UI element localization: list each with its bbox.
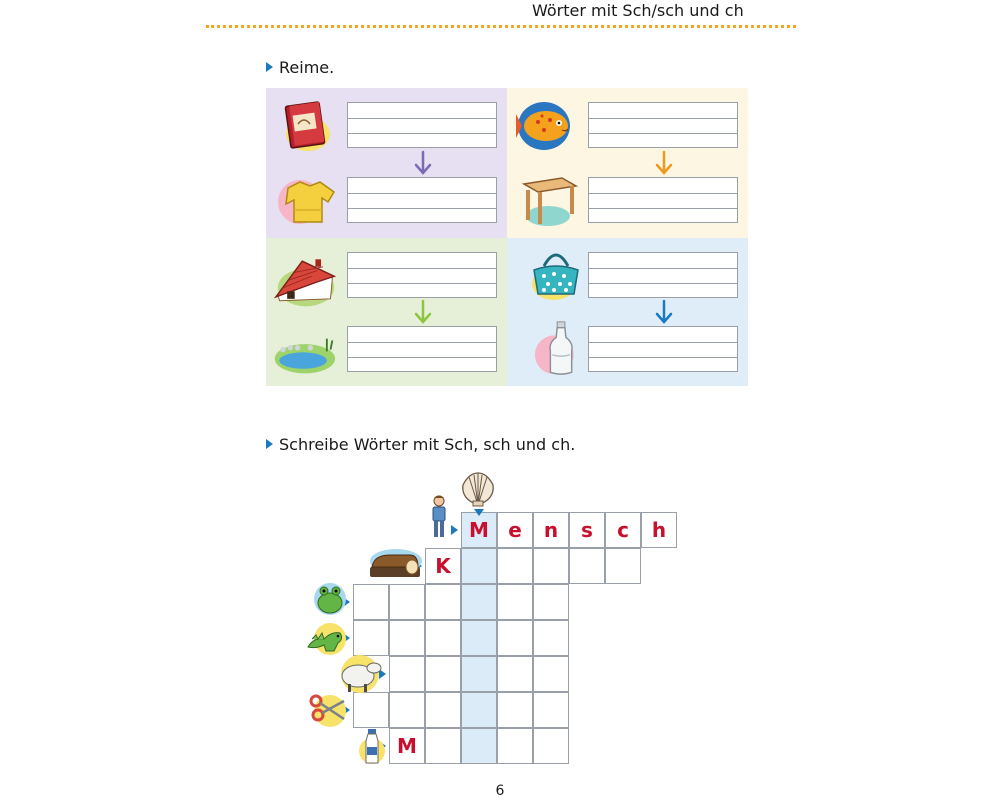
writing-lines-book[interactable]	[347, 102, 497, 148]
crossword-cell[interactable]: h	[641, 512, 677, 548]
crossword-cell[interactable]	[533, 584, 569, 620]
bag-icon	[524, 244, 588, 304]
pond-icon	[272, 326, 336, 386]
writing-lines-bag[interactable]	[588, 252, 738, 298]
crossword-cell[interactable]	[353, 584, 389, 620]
crossword-cell[interactable]	[425, 728, 461, 764]
crossword-cell[interactable]	[389, 620, 425, 656]
crossword-cell[interactable]: c	[605, 512, 641, 548]
crossword-cell[interactable]	[533, 692, 569, 728]
crossword-cell[interactable]	[425, 692, 461, 728]
crossword-cell[interactable]	[497, 584, 533, 620]
person-icon	[428, 494, 450, 540]
column-arrow-icon	[474, 509, 484, 516]
row-arrow-icon	[451, 525, 458, 535]
crossword-cell[interactable]	[497, 548, 533, 584]
task-rhyme	[266, 58, 334, 78]
crossword-cell[interactable]	[497, 728, 533, 764]
fish-icon	[514, 96, 578, 156]
shell-icon	[459, 471, 497, 507]
bread-icon	[366, 547, 424, 581]
bottle-icon	[530, 318, 594, 378]
scissors-icon	[308, 689, 348, 729]
crossword-cell[interactable]	[533, 728, 569, 764]
crossword-cell[interactable]	[605, 548, 641, 584]
crossword-cell[interactable]	[533, 656, 569, 692]
crossword-cell[interactable]	[533, 548, 569, 584]
crossword-cell[interactable]	[353, 620, 389, 656]
crossword-cell[interactable]	[425, 620, 461, 656]
arrow-down-icon	[413, 150, 433, 176]
crossword-cell[interactable]	[461, 692, 497, 728]
writing-lines-bottle[interactable]	[588, 326, 738, 372]
dragon-icon	[304, 617, 348, 657]
crossword-cell[interactable]	[425, 584, 461, 620]
crossword-cell[interactable]	[461, 584, 497, 620]
page-header-title: Wörter mit Sch/sch und ch	[532, 1, 744, 20]
writing-lines-shirt[interactable]	[347, 177, 497, 223]
writing-lines-fish[interactable]	[588, 102, 738, 148]
crossword-cell[interactable]: s	[569, 512, 605, 548]
crossword-cell[interactable]	[461, 728, 497, 764]
header-divider	[206, 25, 796, 28]
crossword-cell[interactable]	[389, 656, 425, 692]
crossword-cell[interactable]: K	[425, 548, 461, 584]
crossword-cell[interactable]: M	[461, 512, 497, 548]
writing-lines-roof[interactable]	[347, 252, 497, 298]
crossword-cell[interactable]	[389, 584, 425, 620]
shirt-icon	[276, 172, 340, 232]
page-number: 6	[495, 783, 505, 799]
crossword-cell[interactable]	[353, 692, 389, 728]
arrow-down-icon	[654, 150, 674, 176]
crossword-cell[interactable]	[497, 656, 533, 692]
task-rhyme-instruction: Reime.	[279, 58, 335, 77]
crossword-cell[interactable]: n	[533, 512, 569, 548]
writing-lines-table[interactable]	[588, 177, 738, 223]
crossword-cell[interactable]	[461, 620, 497, 656]
arrow-down-icon	[654, 299, 674, 325]
crossword-cell[interactable]	[497, 692, 533, 728]
crossword-cell[interactable]: M	[389, 728, 425, 764]
arrow-down-icon	[413, 299, 433, 325]
crossword-cell[interactable]	[569, 548, 605, 584]
writing-lines-pond[interactable]	[347, 326, 497, 372]
task-crossword-instruction: Schreibe Wörter mit Sch, sch und ch.	[279, 435, 576, 454]
book-icon	[278, 96, 342, 156]
frog-icon	[312, 577, 348, 617]
crossword-cell[interactable]	[461, 656, 497, 692]
crossword-cell[interactable]	[533, 620, 569, 656]
sheep-icon	[338, 654, 384, 694]
crossword-cell[interactable]: e	[497, 512, 533, 548]
crossword-cell[interactable]	[425, 656, 461, 692]
roof-icon	[274, 250, 338, 310]
table-icon	[516, 170, 580, 230]
task-marker-icon	[266, 439, 273, 449]
milk-icon	[358, 727, 388, 767]
task-crossword	[266, 435, 575, 455]
task-marker-icon	[266, 62, 273, 72]
crossword-cell[interactable]	[389, 692, 425, 728]
crossword-cell[interactable]	[461, 548, 497, 584]
crossword-cell[interactable]	[497, 620, 533, 656]
